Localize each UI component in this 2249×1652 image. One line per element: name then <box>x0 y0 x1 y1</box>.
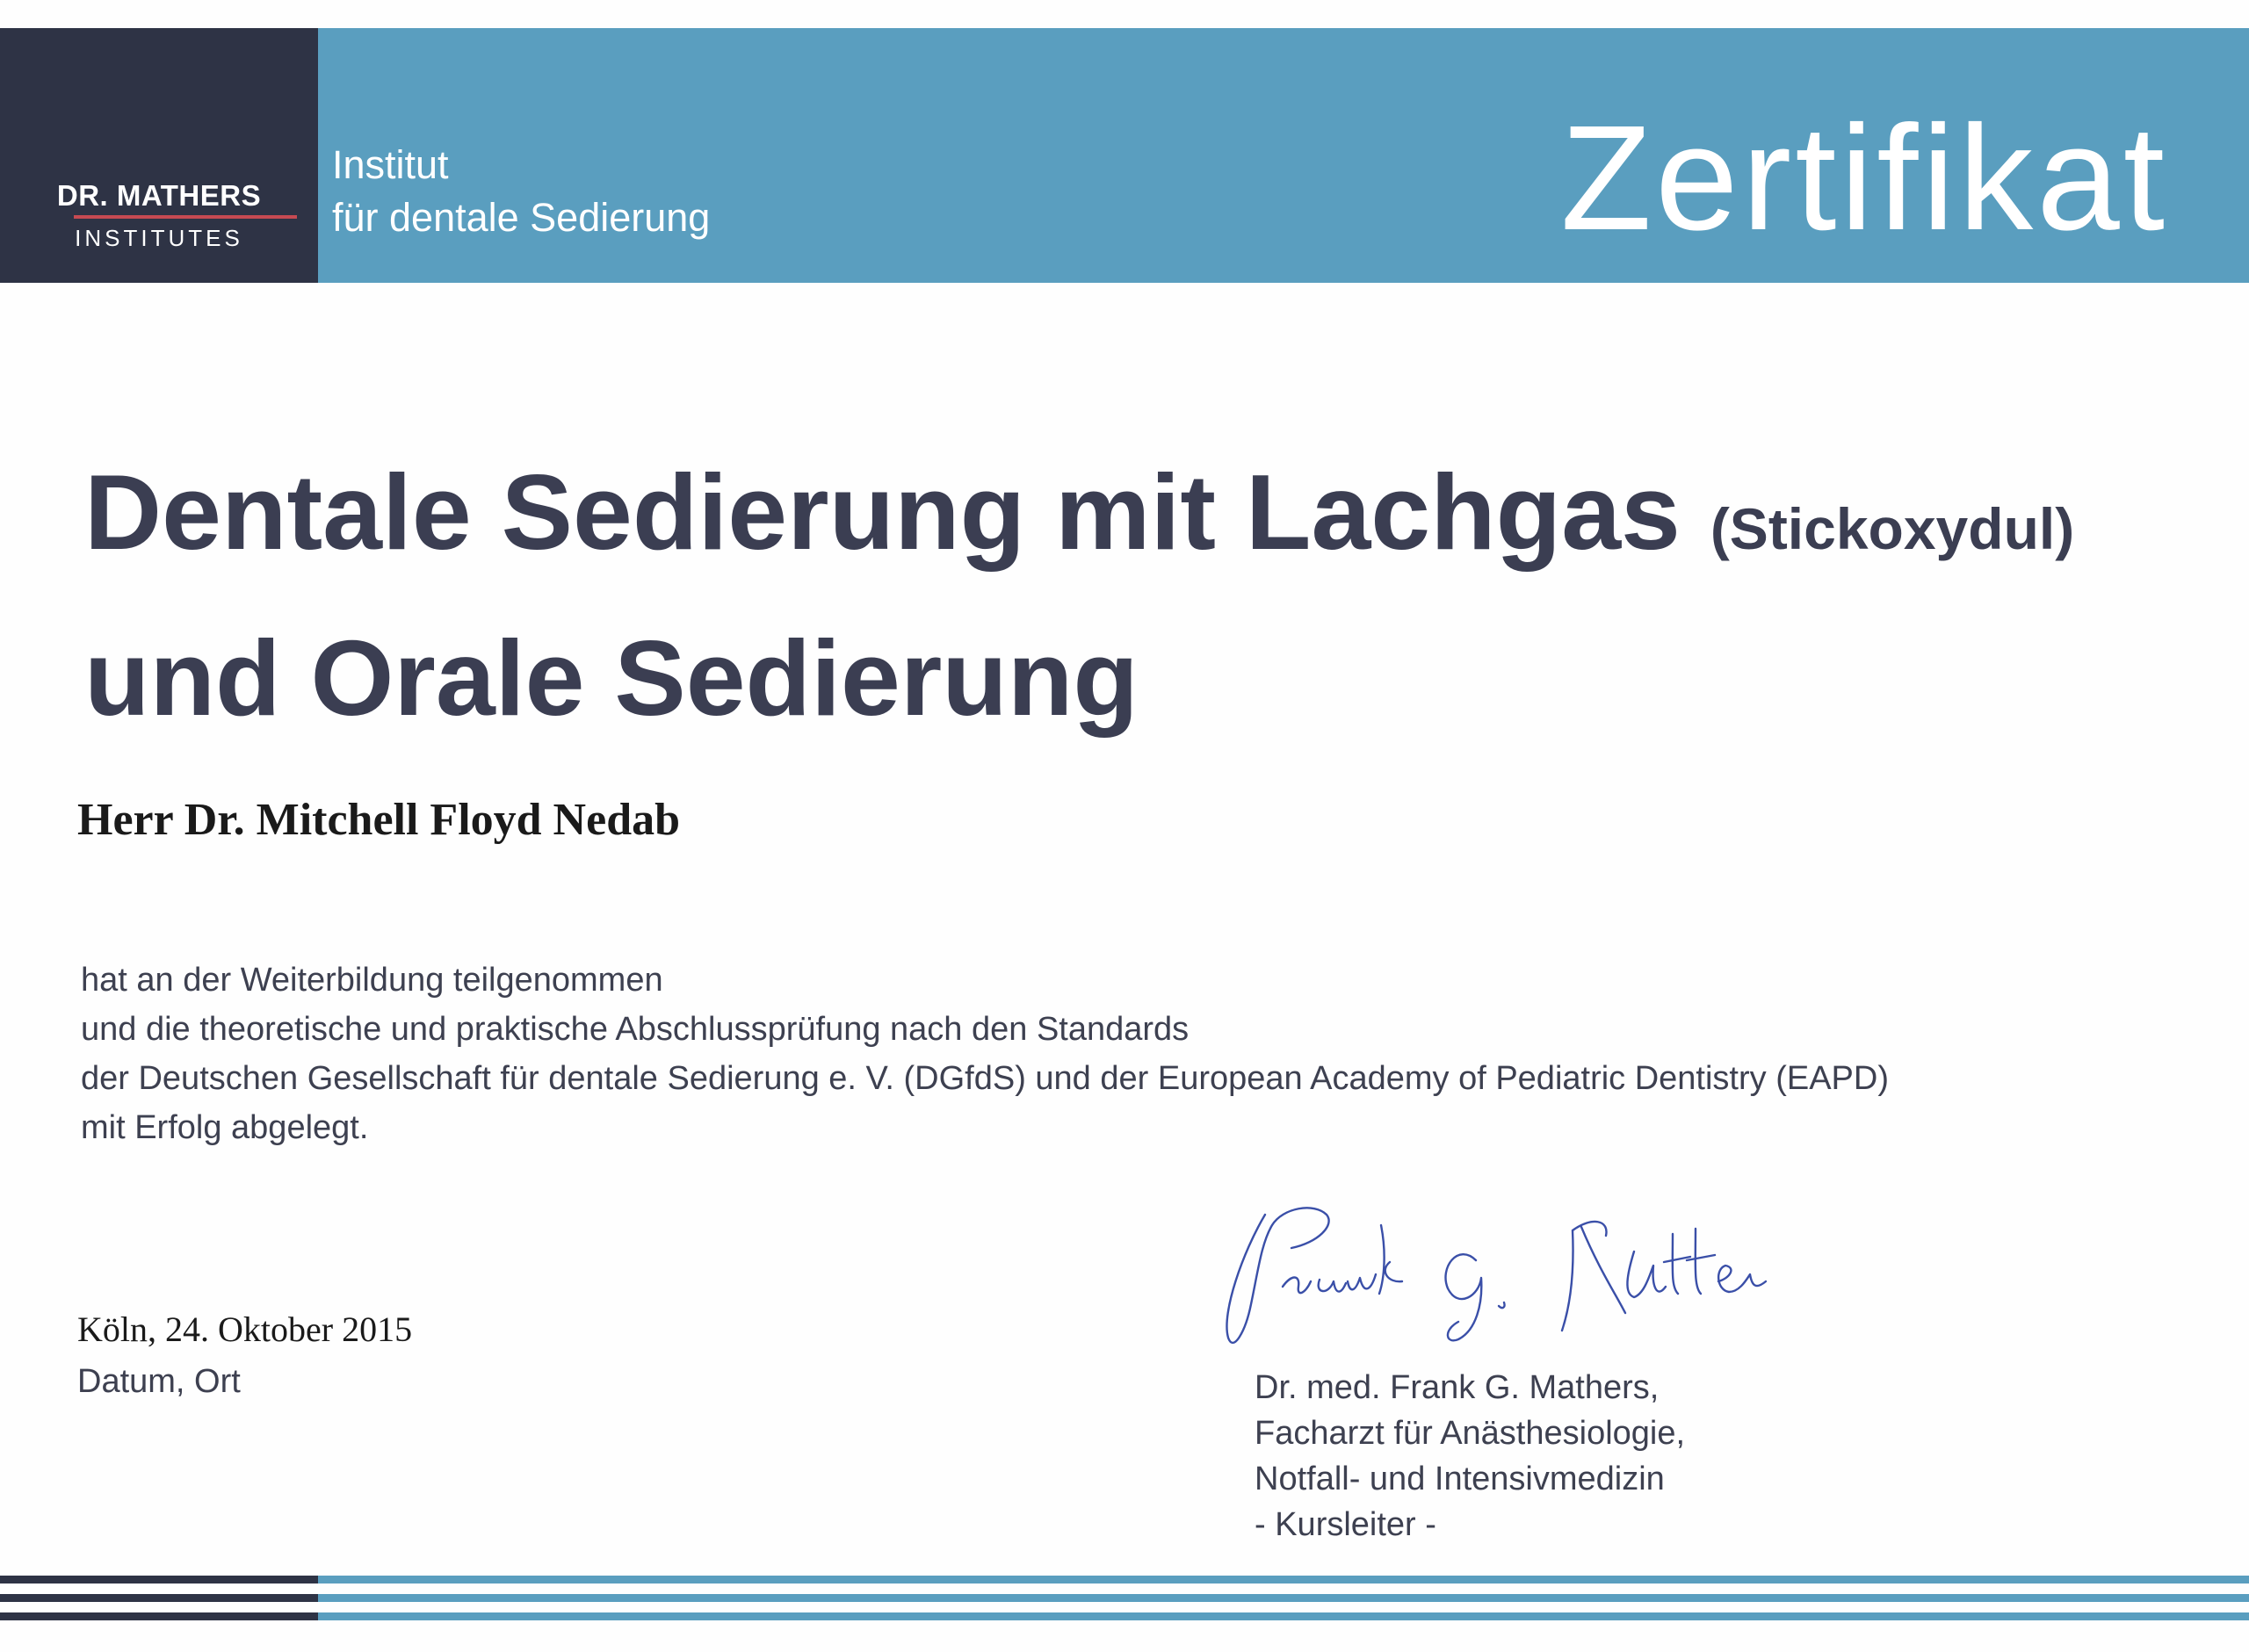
recipient-name: Herr Dr. Mitchell Floyd Nedab <box>77 795 681 845</box>
signer-block <box>1255 1365 1685 1547</box>
body-line: hat an der Weiterbildung teilgenommen <box>81 962 663 999</box>
institute-logo <box>0 28 318 283</box>
logo-subtitle: INSTITUTES <box>75 225 243 251</box>
signer-line: Dr. med. Frank G. Mathers, <box>1255 1369 1660 1406</box>
body-line: und die theoretische und praktische Abschlussprüfung nach den Standards <box>81 1011 1190 1048</box>
bottom-stripe <box>0 1612 2249 1620</box>
body-line: der Deutschen Gesellschaft für dentale Sedierung e. V. (DGfdS) und der European Academy of Pediatric Dentistry (EAPD) <box>81 1060 1889 1097</box>
bottom-stripe-dark <box>0 1576 318 1583</box>
institute-name-line2: für dentale Sedierung <box>332 195 711 240</box>
course-title-main: Dentale Sedierung mit Lachgas <box>84 452 1681 572</box>
logo-underline <box>74 215 297 219</box>
certificate-heading: Zertifikat <box>1560 95 2168 262</box>
logo-name: DR. MATHERS <box>56 179 262 212</box>
institute-name-line1: Institut <box>332 142 449 187</box>
signer-line: - Kursleiter - <box>1255 1506 1436 1543</box>
course-title-line1 <box>84 437 2210 603</box>
date-label: Datum, Ort <box>77 1363 241 1400</box>
signer-line: Notfall- und Intensivmedizin <box>1255 1461 1665 1497</box>
signer-line: Facharzt für Anästhesiologie, <box>1255 1415 1686 1452</box>
date-place: Köln, 24. Oktober 2015 <box>77 1309 413 1349</box>
course-title-paren: (Stickoxydul) <box>1710 496 2075 561</box>
certificate-body <box>81 956 2207 1152</box>
bottom-stripe-dark <box>0 1594 318 1602</box>
body-line: mit Erfolg abgelegt. <box>81 1109 369 1146</box>
bottom-stripe <box>0 1594 2249 1602</box>
bottom-stripe <box>0 1576 2249 1583</box>
bottom-stripe-dark <box>0 1612 318 1620</box>
course-title <box>84 437 2210 753</box>
course-title-line2: und Orale Sedierung <box>84 618 1139 738</box>
signature <box>1160 1190 1775 1366</box>
